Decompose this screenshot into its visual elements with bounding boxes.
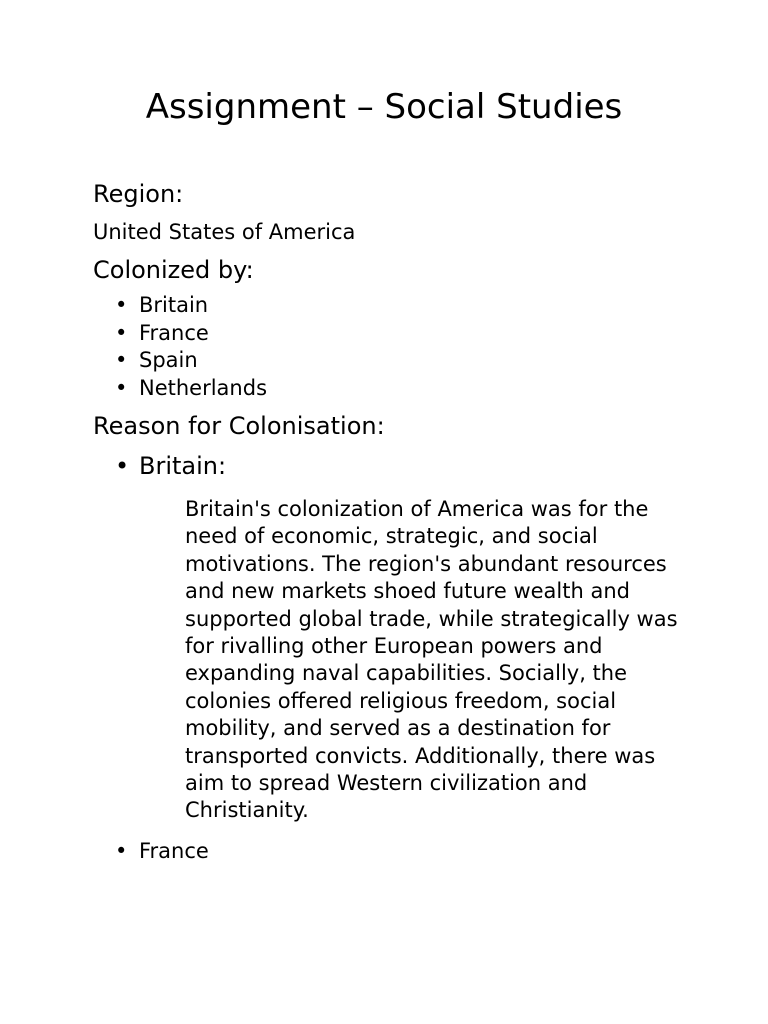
colonizer-item	[93, 292, 693, 320]
document-title: Assignment – Social Studies	[145, 87, 623, 127]
colonizer-item	[93, 320, 693, 348]
bullet-icon: •	[115, 320, 128, 345]
document-content	[93, 178, 693, 865]
region-value: United States of America	[93, 220, 356, 244]
colonizer-name: France	[139, 320, 209, 345]
bullet-icon: •	[115, 452, 130, 480]
reason-list	[93, 450, 693, 865]
colonizer-name: Britain	[139, 293, 209, 317]
colonizer-name: Spain	[139, 348, 198, 372]
colonizer-item	[93, 347, 693, 375]
reason-item-france	[93, 837, 693, 865]
region-heading: Region:	[93, 180, 184, 208]
reason-heading: Reason for Colonisation:	[93, 412, 385, 440]
bullet-icon: •	[115, 375, 128, 400]
bullet-icon: •	[115, 293, 128, 317]
colonizer-item	[93, 375, 693, 403]
colonized-heading: Colonized by:	[93, 256, 254, 284]
colonizer-name: Netherlands	[139, 375, 268, 400]
colonizer-list	[93, 292, 693, 402]
bullet-icon: •	[115, 348, 128, 372]
reason-item-britain	[93, 450, 693, 825]
bullet-icon: •	[115, 838, 128, 863]
reason-title: France	[139, 838, 209, 863]
reason-paragraph: Britain's colonization of America was for the need of economic, strategic, and social motivations. The region's abundant resources and new markets shoed future wealth and supported global trade, while strategically was for rivalling other European powers and expanding naval capabilities. Socially, the colonies offered religious freedom, social mobility, and served as a destination for transported convicts. Additionally, there was aim to spread Western civilization and Christianity.	[185, 497, 678, 823]
reason-title: Britain:	[139, 452, 227, 480]
